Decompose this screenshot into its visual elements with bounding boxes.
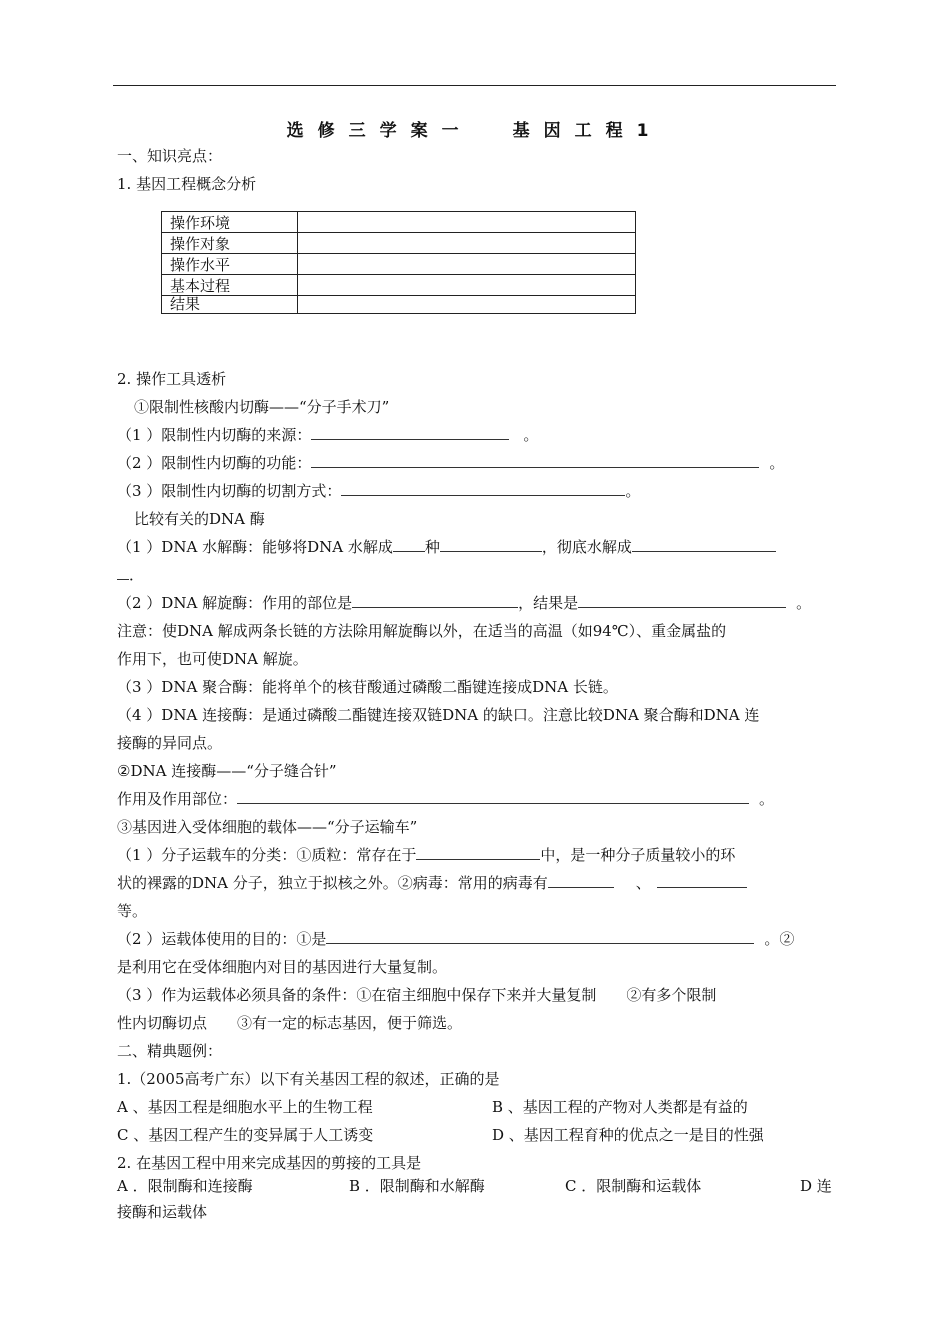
section-heading-2: 二、精典题例：	[117, 1042, 223, 1060]
question-text: （1 ）分子运载车的分类：①质粒：常存在于	[117, 846, 417, 864]
concept-table	[161, 211, 636, 314]
question-text: （2 ）限制性内切酶的功能：	[117, 454, 312, 472]
answer-blank[interactable]	[341, 481, 625, 496]
question-1-stem: 1.（2005高考广东）以下有关基因工程的叙述，正确的是	[117, 1070, 500, 1088]
punctuation: ．	[129, 566, 145, 584]
question-1-option-a: A 、基因工程是细胞水平上的生物工程	[117, 1098, 373, 1116]
dna-enzyme-1-cont	[117, 565, 144, 585]
vector-1-line-1	[117, 845, 735, 865]
dna-enzyme-3: （3 ）DNA 聚合酶：能将单个的核苷酸通过磷酸二酯键连接成DNA 长链。	[117, 678, 618, 696]
answer-blank[interactable]	[352, 593, 518, 608]
tool-1-question-2	[117, 453, 784, 473]
answer-blank[interactable]	[416, 845, 540, 860]
table-blank-cell[interactable]	[298, 233, 636, 254]
table-blank-cell[interactable]	[298, 254, 636, 275]
punctuation: 。	[625, 482, 641, 500]
answer-blank[interactable]	[393, 537, 425, 552]
header-rule	[113, 85, 836, 86]
question-2-option-d: D 连	[800, 1177, 832, 1195]
vector-1-line-2	[117, 873, 747, 893]
question-text: 作用及作用部位：	[117, 790, 238, 808]
answer-blank[interactable]	[632, 537, 776, 552]
table-key: 操作环境	[162, 212, 298, 233]
punctuation: 。	[759, 790, 775, 808]
question-1-option-b: B 、基因工程的产物对人类都是有益的	[492, 1098, 748, 1116]
vector-2-line-1	[117, 929, 794, 949]
question-text: 状的裸露的DNA 分子，独立于拟核之外。②病毒：常用的病毒有	[117, 874, 548, 892]
question-2-option-a: A ．限制酶和连接酶	[117, 1177, 253, 1195]
question-1-option-c: C 、基因工程产生的变异属于人工诱变	[117, 1126, 374, 1144]
item-1-heading: 1. 基因工程概念分析	[117, 175, 257, 193]
table-row	[162, 296, 636, 314]
question-text: 。②	[764, 930, 795, 948]
answer-blank[interactable]	[326, 929, 754, 944]
table-row	[162, 254, 636, 275]
tool-2-question	[117, 789, 774, 809]
question-1-option-d: D 、基因工程育种的优点之一是目的性强	[492, 1126, 764, 1144]
table-row	[162, 275, 636, 296]
tool-1-heading: ①限制性核酸内切酶——“分子手术刀”	[134, 398, 390, 416]
tool-1-question-1	[117, 425, 538, 445]
answer-blank[interactable]	[311, 425, 509, 440]
punctuation: 、	[635, 874, 651, 892]
answer-blank[interactable]	[578, 593, 786, 608]
question-text: 中，是一种分子质量较小的环	[540, 846, 736, 864]
section-heading-1: 一、知识亮点：	[117, 147, 223, 165]
table-row	[162, 233, 636, 254]
tool-2-heading: ②DNA 连接酶——“分子缝合针”	[117, 762, 337, 780]
note-line-1: 注意：使DNA 解成两条长链的方法除用解旋酶以外，在适当的高温（如94℃）、重金属盐的	[117, 622, 727, 640]
table-blank-cell[interactable]	[298, 275, 636, 296]
table-key: 结果	[162, 296, 298, 314]
tool-1-question-3	[117, 481, 640, 501]
dna-enzyme-4-line-1: （4 ）DNA 连接酶：是通过磷酸二酯键连接双链DNA 的缺口。注意比较DNA 聚合酶和DNA 连	[117, 706, 760, 724]
question-text: （1 ）限制性内切酶的来源：	[117, 426, 312, 444]
question-2-option-b: B ．限制酶和水解酶	[349, 1177, 485, 1195]
answer-blank[interactable]	[311, 453, 759, 468]
item-2-heading: 2. 操作工具透析	[117, 370, 227, 388]
note-line-2: 作用下，也可使DNA 解旋。	[117, 650, 308, 668]
title-right: 基因工程1	[512, 121, 663, 141]
question-text: （2 ）运载体使用的目的：①是	[117, 930, 327, 948]
vector-3-line-2: 性内切酶切点 ③有一定的标志基因，便于筛选。	[117, 1014, 463, 1032]
table-key: 操作水平	[162, 254, 298, 275]
table-blank-cell[interactable]	[298, 296, 636, 314]
page-title	[113, 116, 836, 141]
table-key: 基本过程	[162, 275, 298, 296]
table-key: 操作对象	[162, 233, 298, 254]
punctuation: 。	[523, 426, 539, 444]
dna-enzyme-4-line-2: 接酶的异同点。	[117, 734, 223, 752]
question-2-stem: 2. 在基因工程中用来完成基因的剪接的工具是	[117, 1154, 422, 1172]
answer-blank[interactable]	[237, 789, 749, 804]
dna-enzyme-1	[117, 537, 776, 557]
question-text: （2 ）DNA 解旋酶：作用的部位是	[117, 594, 353, 612]
answer-blank[interactable]	[548, 873, 614, 888]
dna-enzyme-2	[117, 593, 811, 613]
question-text: ，彻底水解成	[541, 538, 632, 556]
title-left: 选修三学案一	[286, 121, 473, 141]
vector-2-line-2: 是利用它在受体细胞内对目的基因进行大量复制。	[117, 958, 448, 976]
tool-3-heading: ③基因进入受体细胞的载体——“分子运输车”	[117, 818, 418, 836]
question-text: （3 ）限制性内切酶的切割方式：	[117, 482, 342, 500]
answer-blank[interactable]	[440, 537, 542, 552]
question-2-option-c: C ．限制酶和运载体	[565, 1177, 702, 1195]
answer-blank[interactable]	[117, 565, 129, 580]
table-blank-cell[interactable]	[298, 212, 636, 233]
compare-heading: 比较有关的DNA 酶	[134, 510, 265, 528]
question-text: ，结果是	[518, 594, 579, 612]
question-2-option-d-cont: 接酶和运载体	[117, 1203, 208, 1221]
question-text: 种	[424, 538, 440, 556]
vector-3-line-1: （3 ）作为运载体必须具备的条件：①在宿主细胞中保存下来并大量复制 ②有多个限制	[117, 986, 717, 1004]
answer-blank[interactable]	[657, 873, 747, 888]
vector-1-line-3: 等。	[117, 902, 148, 920]
table-row	[162, 212, 636, 233]
punctuation: 。	[769, 454, 785, 472]
punctuation: 。	[796, 594, 812, 612]
question-text: （1 ）DNA 水解酶：能够将DNA 水解成	[117, 538, 393, 556]
